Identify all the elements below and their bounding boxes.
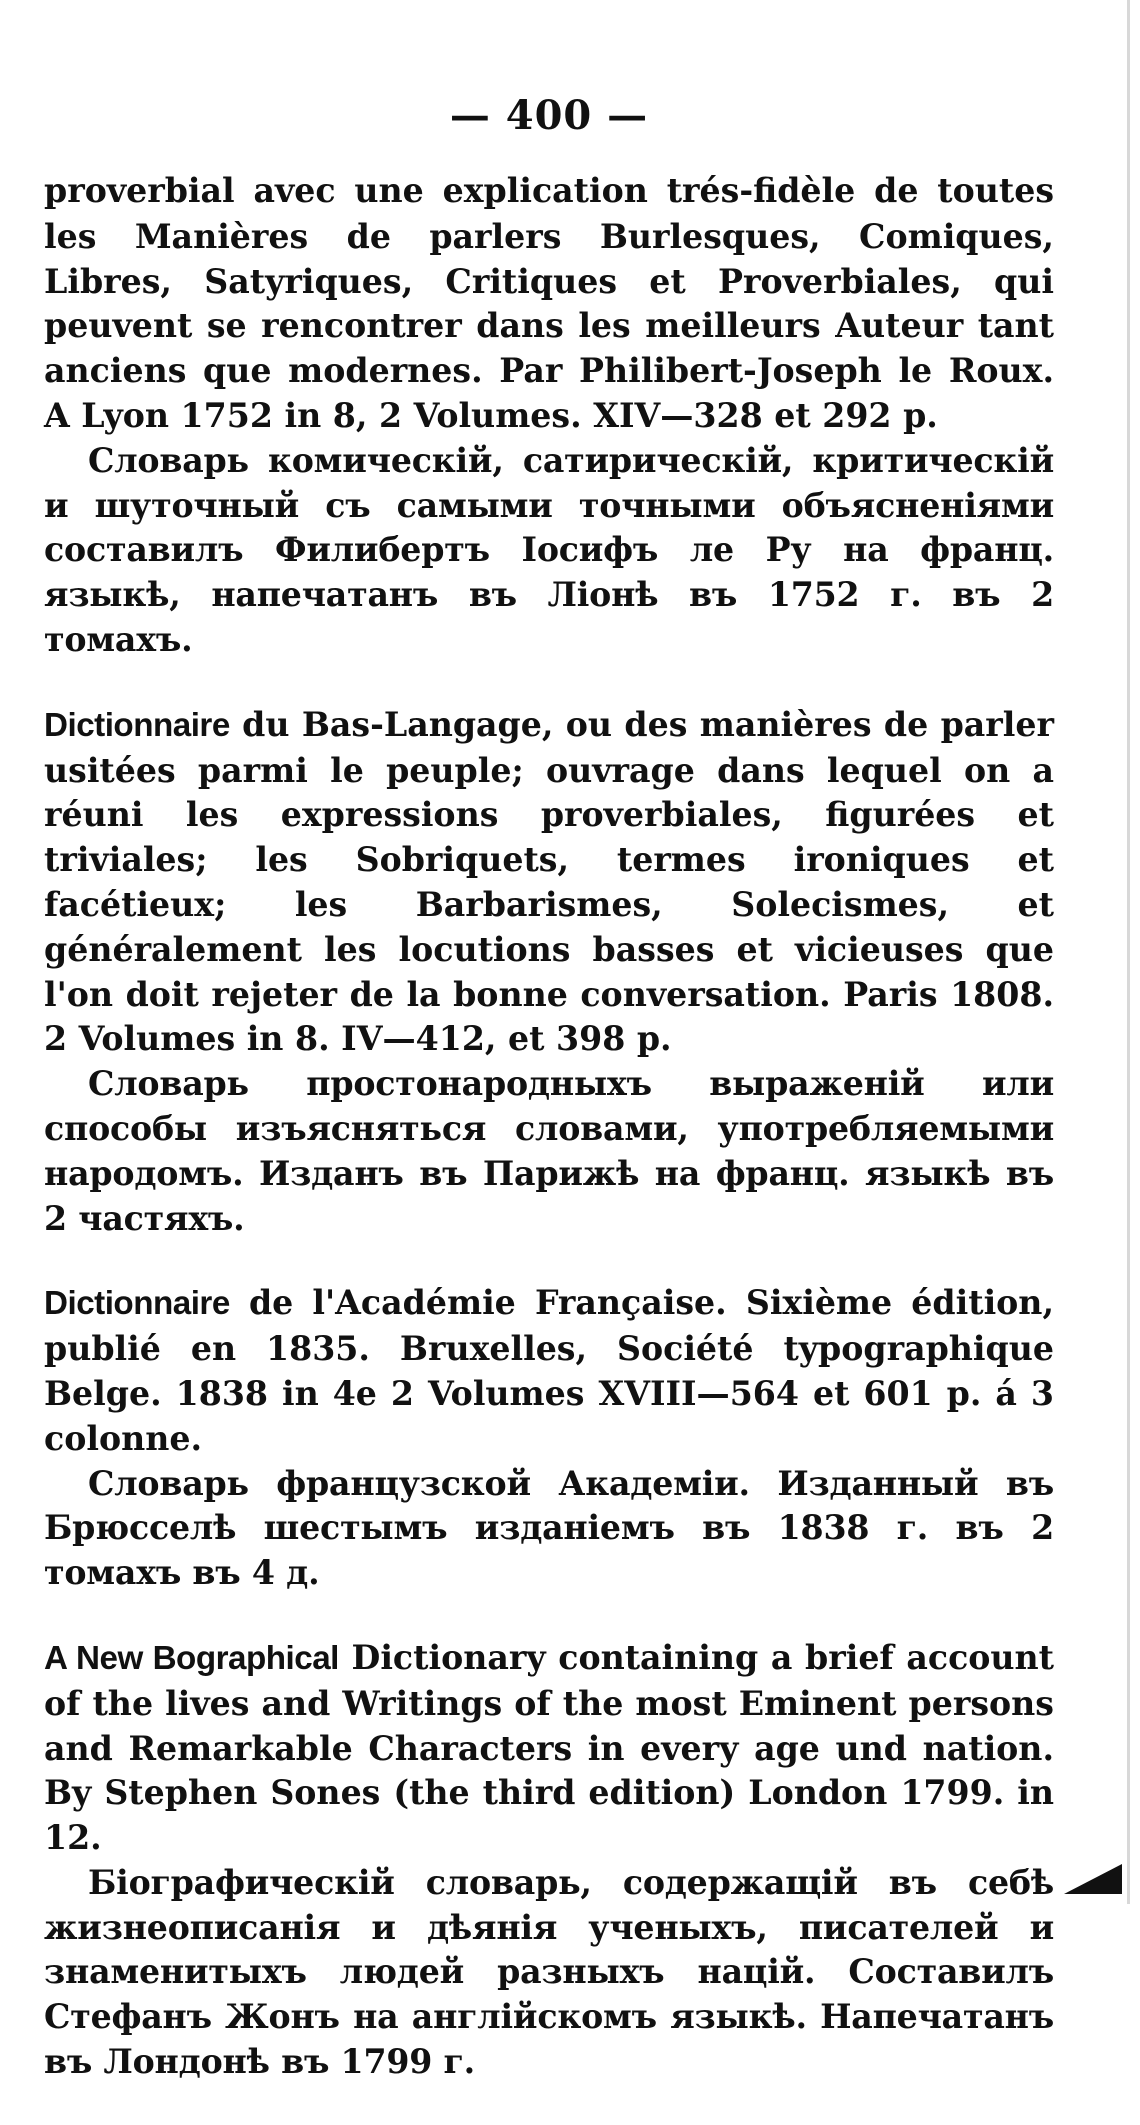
french-description xyxy=(44,1281,1054,1461)
bibliography-entry xyxy=(44,1636,1054,2085)
entry-title-lead: A New Bographical xyxy=(44,1639,339,1677)
french-text: de l'Académie Française. Sixième édition, publié en 1835. Bruxelles, Société typographique Belge. 1838 in 4e 2 Volumes XVIII—564 et 601 p. á 3 colonne. xyxy=(44,1283,1054,1458)
entry-title-lead: Dictionnaire xyxy=(44,1285,230,1323)
bibliography-entry xyxy=(44,703,1054,1242)
book-page xyxy=(44,92,1054,2125)
bibliography-entry xyxy=(44,169,1054,663)
russian-description: Словарь французской Академiи. Изданный въ Брюсселѣ шестымъ изданiемъ въ 1838 г. въ 2 томахъ въ 4 д. xyxy=(44,1463,1054,1593)
french-text: proverbial avec une explication trés-fidèle de toutes les Manières de parlers Burlesques, Comiques, Libres, Satyriques, Critiques et Proverbiales, qui peuvent se rencontrer dans les meilleurs Auteur tant anciens que modernes. Par Philibert-Joseph le Roux. A Lyon 1752 in 8, 2 Volumes. XIV—328 et 292 p. xyxy=(44,171,1054,435)
french-description xyxy=(44,1636,1054,1861)
french-description xyxy=(44,169,1054,439)
page-number: — 400 — xyxy=(449,92,649,139)
russian-description: Бiографическiй словарь, содержащiй въ себѣ жизнеописанiя и дѣянiя ученыхъ, писателей и знаменитыхъ людей разныхъ нацiй. Составилъ Стефанъ Жонъ на англiйскомъ языкѣ. Напечатанъ въ Лондонѣ въ 1799 г. xyxy=(44,1862,1054,2082)
russian-description: Словарь простонародныхъ выраженiй или способы изъясняться словами, употребляемыми народомъ. Изданъ въ Парижѣ на франц. языкѣ въ 2 частяхъ. xyxy=(44,1064,1054,1238)
russian-description: Словарь комическiй, сатирическiй, критическiй и шуточный съ самыми точными объясненiями составилъ Филибертъ Iосифъ ле Ру на франц. языкѣ, напечатанъ въ Лiонѣ въ 1752 г. въ 2 томахъ. xyxy=(44,440,1054,659)
french-text: Dictionary containing a brief account of the lives and Writings of the most Eminent persons and Remarkable Characters in every age und nation. By Stephen Sones (the third edition) London 1799. in 12. xyxy=(44,1637,1054,1858)
french-text: du Bas-Langage, ou des manières de parler usitées parmi le peuple; ouvrage dans lequel on a réuni les expressions proverbiales, figurées et triviales; les Sobriquets, termes ironiques et facétieux; les Barbarismes, Solecismes, et généralement les locutions basses et vicieuses que l'on doit rejeter de la bonne conversation. Paris 1808. 2 Volumes in 8. IV—412, et 398 p. xyxy=(44,704,1054,1059)
entry-title-lead: Dictionnaire xyxy=(44,706,230,744)
page-edge-rule xyxy=(1127,0,1130,1904)
bibliography-entry xyxy=(44,1281,1054,1596)
scan-corner-mark xyxy=(1064,1864,1122,1894)
french-description xyxy=(44,703,1054,1062)
